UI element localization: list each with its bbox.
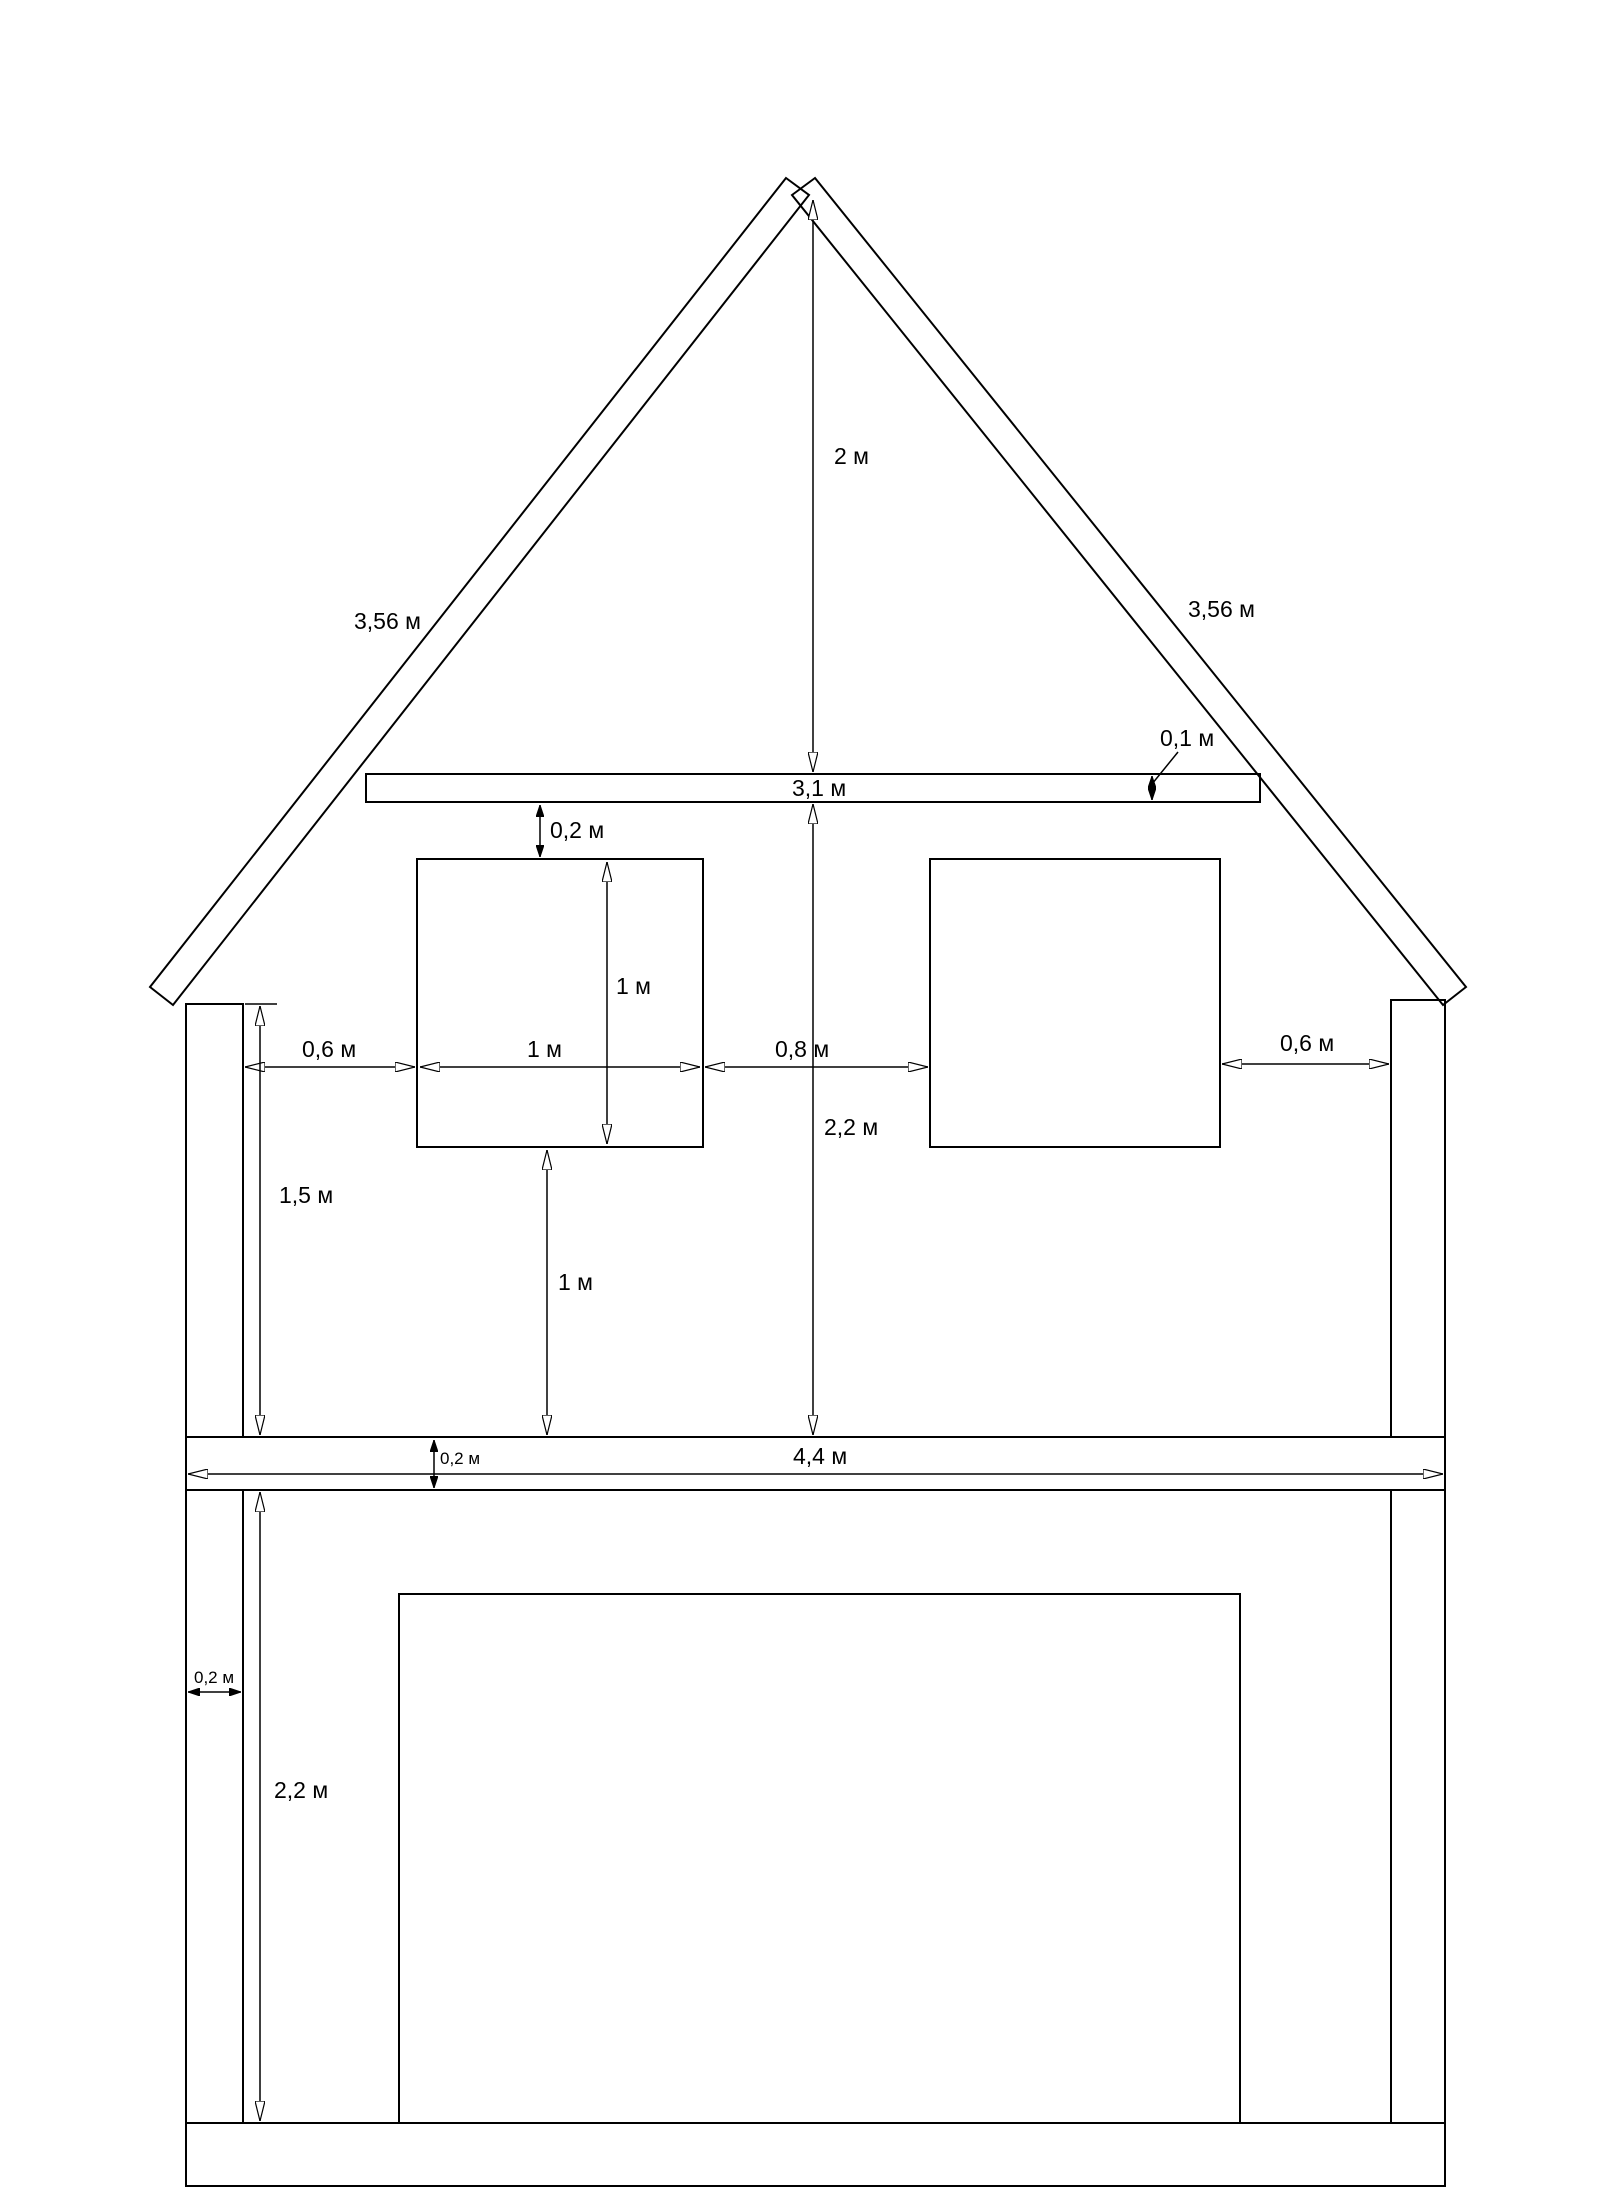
label-beam-thickness: 0,1 м: [1160, 725, 1215, 751]
roof-slope-right: [792, 178, 1466, 1005]
dimension-labels: [194, 443, 1334, 1803]
label-wall-to-window-left: 0,6 м: [302, 1036, 357, 1062]
label-roof-slope-left: 3,56 м: [354, 608, 421, 634]
foundation: [186, 2123, 1445, 2186]
label-house-width: 4,4 м: [793, 1443, 848, 1469]
window-right: [930, 859, 1220, 1147]
label-beam-length: 3,1 м: [792, 775, 847, 801]
label-beam-to-window-gap: 0,2 м: [550, 817, 605, 843]
label-window-gap: 0,8 м: [775, 1036, 830, 1062]
label-attic-wall-height: 1,5 м: [279, 1182, 334, 1208]
upper-wall-right: [1391, 1000, 1445, 1437]
label-window-width: 1 м: [527, 1036, 562, 1062]
label-roof-height: 2 м: [834, 443, 869, 469]
label-window-height: 1 м: [616, 973, 651, 999]
window-left: [417, 859, 703, 1147]
roof: [150, 178, 1466, 1005]
upper-wall-left: [186, 1004, 243, 1437]
label-roof-slope-right: 3,56 м: [1188, 596, 1255, 622]
garage-opening: [399, 1594, 1240, 2123]
dim-leader-beam-thickness: [1152, 752, 1178, 784]
label-attic-height: 2,2 м: [824, 1114, 879, 1140]
dimension-lines: [188, 200, 1443, 2121]
label-wall-to-window-right: 0,6 м: [1280, 1030, 1335, 1056]
label-window-to-floor: 1 м: [558, 1269, 593, 1295]
label-wall-thickness: 0,2 м: [194, 1668, 235, 1687]
roof-slope-left: [150, 178, 809, 1005]
label-floor-thickness: 0,2 м: [440, 1449, 481, 1468]
label-ground-floor-height: 2,2 м: [274, 1777, 329, 1803]
